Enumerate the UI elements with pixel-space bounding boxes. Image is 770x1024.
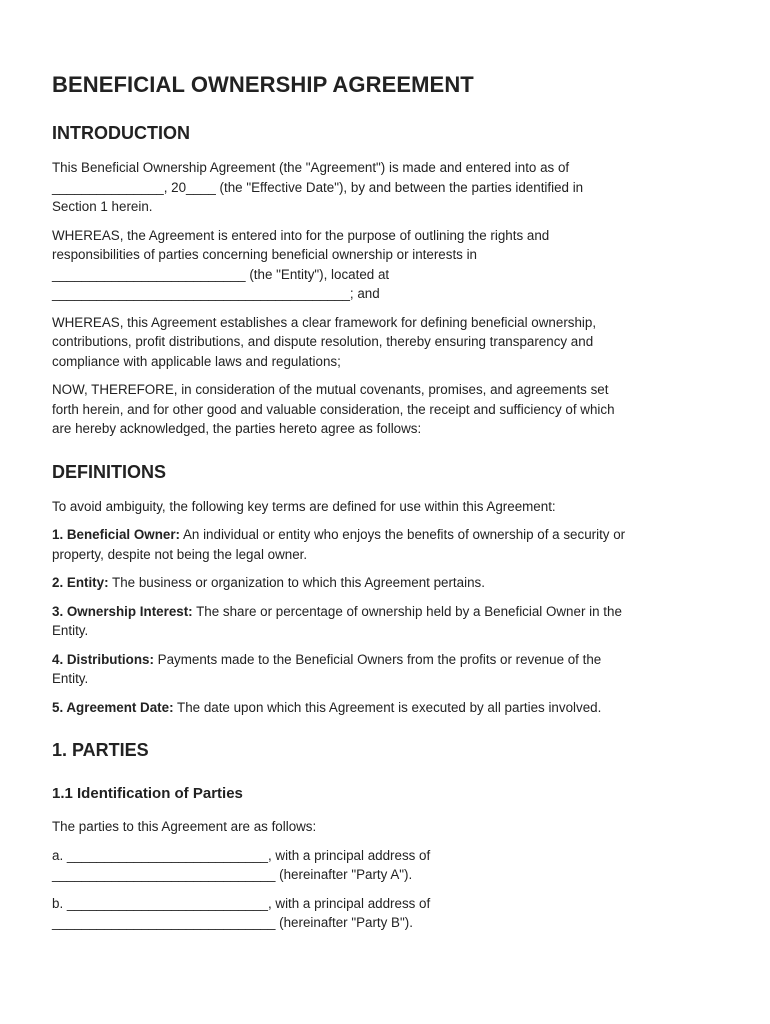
definition-item: 4. Distributions: Payments made to the Beneficial Owners from the profits or revenue of the Entity.: [52, 651, 602, 686]
definitions-heading: DEFINITIONS: [52, 461, 167, 482]
intro-paragraph-2: WHEREAS, the Agreement is entered into for the purpose of outlining the rights and responsibilities of parties concerning beneficial ownership or interests in __________________________ (the "Entity"), located at ________________________________________; and: [52, 227, 550, 301]
definition-item: 5. Agreement Date: The date upon which this Agreement is executed by all parties involved.: [52, 699, 602, 715]
party-b-entry: b. ___________________________, with a principal address of ______________________________ (hereinafter "Party B").: [52, 895, 431, 930]
parties-intro: The parties to this Agreement are as follows:: [52, 819, 317, 834]
introduction-heading: INTRODUCTION: [52, 123, 190, 143]
intro-paragraph-4: NOW, THEREFORE, in consideration of the mutual covenants, promises, and agreements set forth herein, and for other good and valuable consideration, the receipt and sufficiency of which are hereby acknowledged, the parties hereto agree as follows:: [52, 382, 615, 436]
parties-heading: 1. PARTIES: [52, 740, 149, 760]
document-page: [52, 70, 722, 933]
definitions-intro: To avoid ambiguity, the following key terms are defined for use within this Agreement:: [52, 498, 556, 514]
identification-subheading: 1.1 Identification of Parties: [52, 785, 243, 802]
definition-item: 2. Entity: The business or organization to which this Agreement pertains.: [52, 575, 485, 590]
intro-paragraph-3: WHEREAS, this Agreement establishes a clear framework for defining beneficial ownership, contributions, profit distributions, and dispute resolution, thereby ensuring transparency and compliance with applicable laws and regulations;: [52, 314, 597, 369]
party-a-entry: a. ___________________________, with a principal address of ______________________________ (hereinafter "Party A").: [52, 847, 431, 882]
document-title: BENEFICIAL OWNERSHIP AGREEMENT: [52, 72, 474, 97]
intro-paragraph-1: This Beneficial Ownership Agreement (the "Agreement") is made and entered into as of _______________, 20____ (the "Effective Date"), by and between the parties identified in Section 1 herein.: [52, 160, 584, 214]
definition-item: 1. Beneficial Owner: An individual or entity who enjoys the benefits of ownership of a security or property, despite not being the legal owner.: [52, 527, 626, 562]
definition-item: 3. Ownership Interest: The share or percentage of ownership held by a Beneficial Owner in the Entity.: [52, 603, 622, 638]
